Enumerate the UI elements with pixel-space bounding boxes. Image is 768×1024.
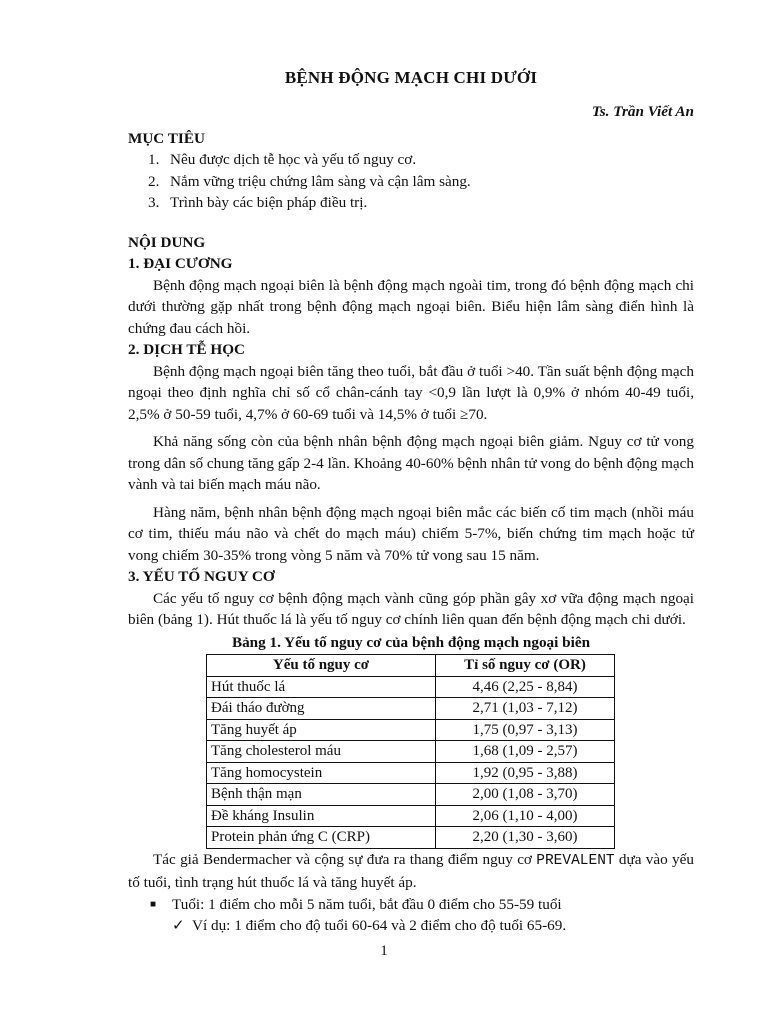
- table-cell-odds-ratio: 1,75 (0,97 - 3,13): [436, 719, 615, 741]
- table-header-odds-ratio: Tỉ số nguy cơ (OR): [436, 655, 615, 677]
- objective-number: 2.: [148, 172, 160, 190]
- author-name: Ts. Trần Viết An: [591, 103, 694, 120]
- table-cell-factor: Đái tháo đường: [207, 698, 436, 720]
- prevalent-score-name: PREVALENT: [536, 852, 615, 869]
- table-cell-factor: Tăng huyết áp: [207, 719, 436, 741]
- age-bullet-item: [128, 894, 694, 916]
- table-cell-odds-ratio: 2,71 (1,03 - 7,12): [436, 698, 615, 720]
- table-row: [207, 805, 615, 827]
- table-header-row: [207, 655, 615, 677]
- table-cell-factor: Đề kháng Insulin: [207, 805, 436, 827]
- table-cell-factor: Protein phản ứng C (CRP): [207, 827, 436, 849]
- section-3-paragraph: Các yếu tố nguy cơ bệnh động mạch vành cũng góp phần gây xơ vữa động mạch ngoại biên (bảng 1). Hút thuốc lá là yếu tố nguy cơ chính liên quan đến bệnh động mạch chi dưới.: [128, 589, 694, 628]
- content-heading: NỘI DUNG: [128, 233, 206, 251]
- table-cell-odds-ratio: 1,92 (0,95 - 3,88): [436, 762, 615, 784]
- objective-item: [128, 149, 694, 171]
- table-cell-factor: Bệnh thận mạn: [207, 784, 436, 806]
- document-title: BỆNH ĐỘNG MẠCH CHI DƯỚI: [284, 68, 538, 87]
- table-cell-factor: Tăng homocystein: [207, 762, 436, 784]
- objectives-list: [128, 149, 694, 214]
- section-2-heading: 2. DỊCH TỄ HỌC: [128, 341, 246, 358]
- page-content: [128, 67, 694, 937]
- objective-text: Nắm vững triệu chứng lâm sàng và cận lâm sàng.: [170, 172, 471, 190]
- table-cell-factor: Tăng cholesterol máu: [207, 741, 436, 763]
- table-row: [207, 719, 615, 741]
- section-2-paragraph-1: Bệnh động mạch ngoại biên tăng theo tuổi, bắt đầu ở tuổi >40. Tần suất bệnh động mạch ngoại theo định nghĩa chỉ số cổ chân-cánh tay <0,9 lần lượt là 0,9% ở nhóm 40-49 tuổi, 2,5% ở 50-59 tuổi, 4,7% ở 60-69 tuổi và 14,5% ở tuổi ≥70.: [128, 362, 694, 423]
- prevalent-score-paragraph: [128, 849, 694, 894]
- section-3-heading: 3. YẾU TỐ NGUY CƠ: [128, 568, 275, 585]
- age-bullet-text: Tuổi: 1 điểm cho mỗi 5 năm tuổi, bắt đầu 0 điểm cho 55-59 tuổi: [172, 895, 562, 913]
- table-row: [207, 762, 615, 784]
- objective-number: 3.: [148, 194, 160, 211]
- objective-number: 1.: [148, 151, 160, 168]
- table-caption: Bảng 1. Yếu tố nguy cơ của bệnh động mạch ngoại biên: [231, 633, 591, 651]
- section-2-paragraph-3: Hàng năm, bệnh nhân bệnh động mạch ngoại biên mắc các biến cố tim mạch (nhồi máu cơ tim, thiếu máu não và chết do mạch máu) chiếm 5-7%, biến chứng tim mạch hoặc tử vong chiếm 30-35% trong vòng 5 năm và 70% tử vong sau 15 năm.: [128, 503, 694, 564]
- objective-text: Nêu được dịch tễ học và yếu tố nguy cơ.: [170, 151, 417, 168]
- section-1-heading: 1. ĐẠI CƯƠNG: [128, 255, 233, 272]
- table-cell-odds-ratio: 2,00 (1,08 - 3,70): [436, 784, 615, 806]
- table-row: [207, 676, 615, 698]
- prevalent-text-end: dựa vào yếu tố tuổi, tình trạng hút thuốc lá và tăng huyết áp.: [128, 850, 694, 891]
- table-row: [207, 698, 615, 720]
- table-row: [207, 784, 615, 806]
- page-number: 1: [380, 943, 388, 959]
- table-cell-odds-ratio: 2,20 (1,30 - 3,60): [436, 827, 615, 849]
- table-cell-odds-ratio: 4,46 (2,25 - 8,84): [436, 676, 615, 698]
- objective-item: [128, 171, 694, 193]
- example-check-item: [128, 915, 694, 937]
- table-cell-odds-ratio: 1,68 (1,09 - 2,57): [436, 741, 615, 763]
- table-row: [207, 741, 615, 763]
- table-row: [207, 827, 615, 849]
- objective-text: Trình bày các biện pháp điều trị.: [170, 194, 368, 211]
- section-2-paragraph-2: Khả năng sống còn của bệnh nhân bệnh động mạch ngoại biên giảm. Nguy cơ tử vong trong dân số chung tăng gấp 2-4 lần. Khoảng 40-60% bệnh nhân tử vong do bệnh động mạch vành và tai biến mạch máu não.: [128, 433, 694, 493]
- section-1-paragraph: Bệnh động mạch ngoại biên là bệnh động mạch ngoài tim, trong đó bệnh động mạch chi dưới thường gặp nhất trong bệnh động mạch ngoại biên. Biểu hiện lâm sàng điển hình là chứng đau cách hồi.: [128, 276, 694, 337]
- objectives-heading: MỤC TIÊU: [128, 129, 205, 147]
- objective-item: [128, 192, 694, 214]
- checkmark-icon: ✓: [172, 917, 185, 934]
- table-cell-odds-ratio: 2,06 (1,10 - 4,00): [436, 805, 615, 827]
- table-header-factor: Yếu tố nguy cơ: [207, 655, 436, 677]
- example-check-text: Ví dụ: 1 điểm cho độ tuổi 60-64 và 2 điểm cho độ tuổi 65-69.: [192, 917, 567, 934]
- table-cell-factor: Hút thuốc lá: [207, 676, 436, 698]
- risk-factor-table: [206, 654, 615, 849]
- prevalent-text-start: Tác giả Bendermacher và cộng sự đưa ra thang điểm nguy cơ: [153, 850, 537, 868]
- square-bullet-icon: ■: [150, 898, 157, 910]
